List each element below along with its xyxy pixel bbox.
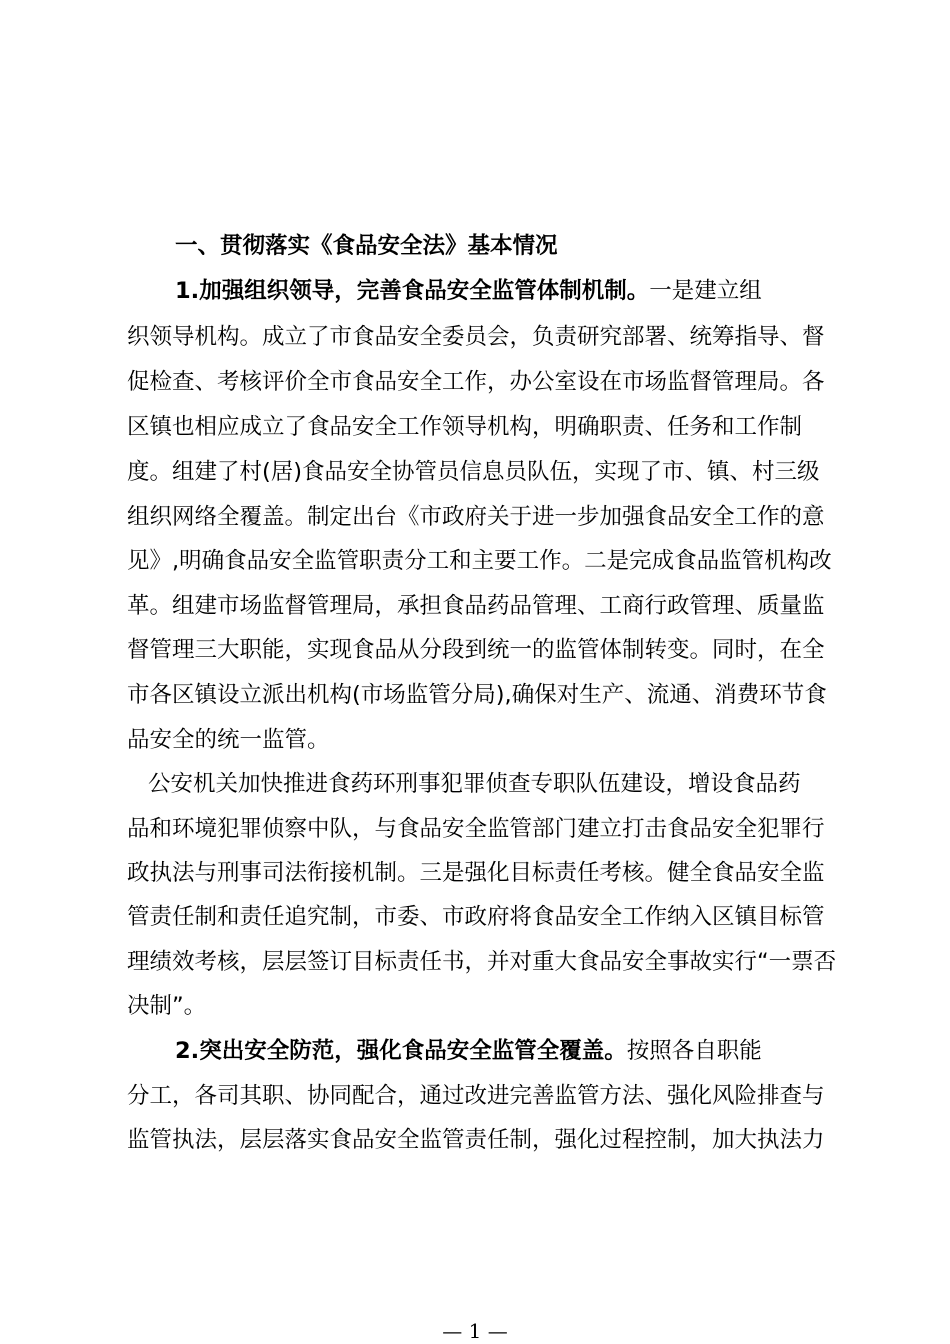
paragraph-line: 品和环境犯罪侦察中队，与食品安全监管部门建立打击食品安全犯罪行 [127, 816, 825, 842]
paragraph-text: 一是建立组 [649, 278, 762, 304]
paragraph-heading: 2.突出安全防范，强化食品安全监管全覆盖。 [175, 1038, 627, 1064]
paragraph-line: 分工，各司其职、协同配合，通过改进完善监管方法、强化风险排查与 [127, 1083, 825, 1109]
paragraph-line [175, 1036, 762, 1066]
paragraph-line: 织领导机构。成立了市食品安全委员会，负责研究部署、统筹指导、督 [127, 324, 825, 350]
paragraph-line: 革。组建市场监督管理局，承担食品药品管理、工商行政管理、质量监 [127, 593, 825, 619]
paragraph-line: 见》,明确食品安全监管职责分工和主要工作。二是完成食品监管机构改 [127, 548, 832, 574]
paragraph-line: 区镇也相应成立了食品安全工作领导机构，明确职责、任务和工作制 [127, 414, 803, 440]
paragraph-line: 公安机关加快推进食药环刑事犯罪侦查专职队伍建设，增设食品药 [148, 771, 801, 797]
paragraph-line: 政执法与刑事司法衔接机制。三是强化目标责任考核。健全食品安全监 [127, 860, 825, 886]
paragraph-heading: 1.加强组织领导，完善食品安全监管体制机制。 [175, 278, 650, 304]
paragraph-line: 度。组建了村(居)食品安全协管员信息员队伍，实现了市、镇、村三级 [127, 459, 820, 485]
paragraph-text: 按照各自职能 [626, 1038, 762, 1064]
paragraph-line: 品安全的统一监管。 [127, 727, 330, 753]
page-number: — 1 — [442, 1319, 508, 1343]
paragraph-line: 监管执法，层层落实食品安全监管责任制，强化过程控制，加大执法力 [127, 1127, 825, 1153]
paragraph-line: 促检查、考核评价全市食品安全工作，办公室设在市场监督管理局。各 [127, 369, 825, 395]
paragraph-line [175, 276, 762, 306]
section-title: 一、贯彻落实《食品安全法》基本情况 [175, 233, 558, 259]
paragraph-line: 决制”。 [127, 993, 207, 1019]
paragraph-line: 理绩效考核，层层签订目标责任书，并对重大食品安全事故实行“一票否 [127, 949, 837, 975]
paragraph-line: 市各区镇设立派出机构(市场监管分局),确保对生产、流通、消费环节食 [127, 682, 827, 708]
paragraph-line: 组织网络全覆盖。制定出台《市政府关于进一步加强食品安全工作的意 [127, 504, 825, 530]
paragraph-line: 督管理三大职能，实现食品从分段到统一的监管体制转变。同时，在全 [127, 637, 825, 663]
paragraph-line: 管责任制和责任追究制，市委、市政府将食品安全工作纳入区镇目标管 [127, 904, 825, 930]
